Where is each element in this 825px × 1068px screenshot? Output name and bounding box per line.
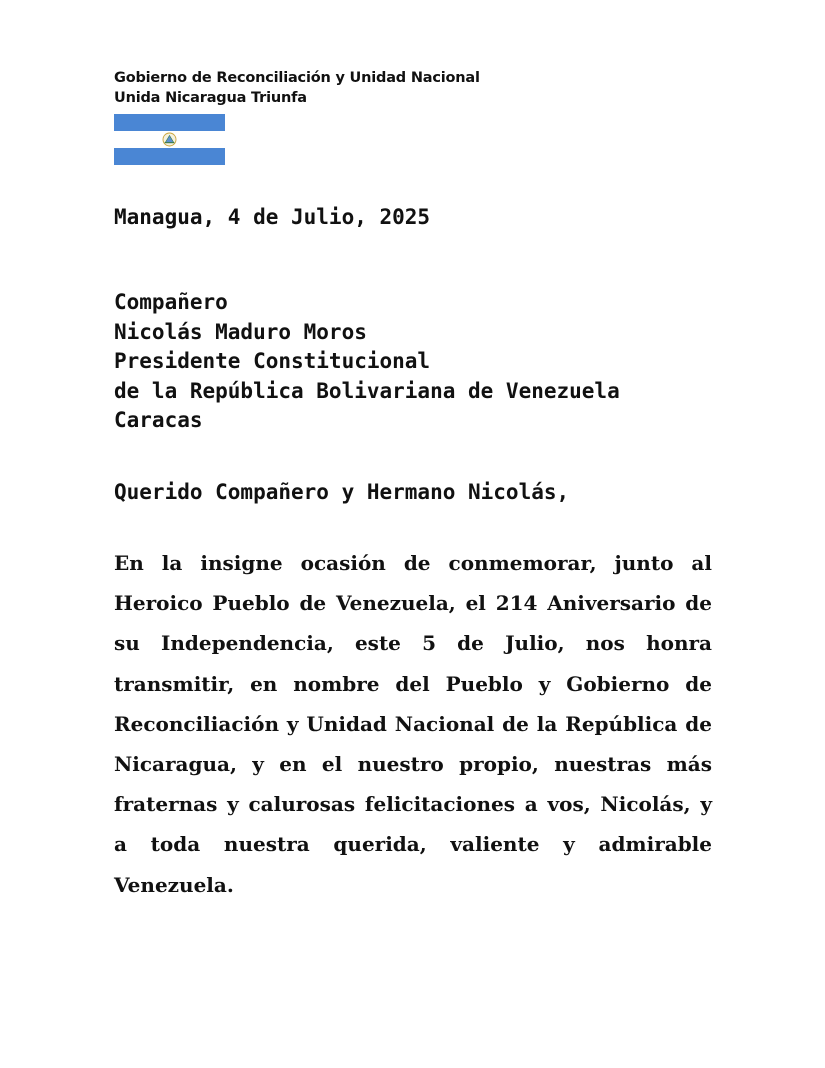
letterhead-slogan: Unida Nicaragua Triunfa [114,90,307,106]
recipient-block [114,288,620,436]
recipient-name: Nicolás Maduro Moros [114,319,367,344]
recipient-country: de la República Bolivariana de Venezuela [114,378,620,403]
letter-body-paragraph: En la insigne ocasión de conmemorar, junto al Heroico Pueblo de Venezuela, el 214 Aniversario de su Independencia, este 5 de Julio, nos honra transmitir, en nombre del Pueblo y Gobierno de Reconciliación y Unidad Nacional de la República de Nicaragua, y en el nuestro propio, nuestras más fraternas y calurosas felicitaciones a vos, Nicolás, y a toda nuestra querida, valiente y admirable Venezuela. [114,551,712,897]
coat-of-arms-icon [163,133,176,146]
nicaragua-flag-icon [114,114,225,165]
recipient-salutation: Compañero [114,290,228,314]
letter-date: Managua, 4 de Julio, 2025 [114,205,431,229]
letter-greeting: Querido Compañero y Hermano Nicolás, [114,480,570,504]
letterhead [114,68,480,108]
recipient-city: Caracas [114,408,203,433]
letterhead-government-name: Gobierno de Reconciliación y Unidad Nacional [114,70,480,86]
recipient-title: Presidente Constitucional [114,349,431,374]
